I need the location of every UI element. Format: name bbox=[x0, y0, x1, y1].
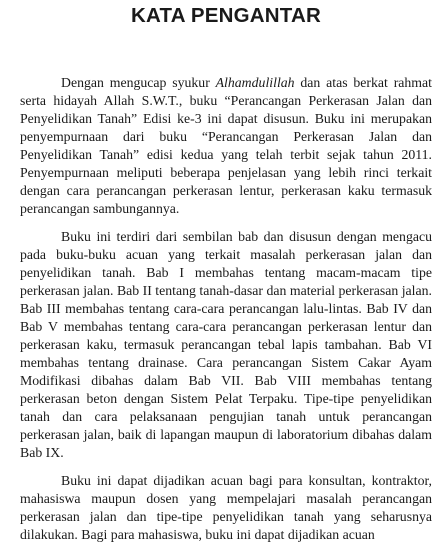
paragraph-audience: Buku ini dapat dijadikan acuan bagi para konsultan, kontraktor, mahasiswa maupun dosen yang mempelajari masalah perancangan perkerasan jalan dan tipe-tipe penyelidikan tanah yang seharusnya dilakukan. Bagi para mahasiswa, buku ini dapat dijadikan acuan bbox=[20, 473, 432, 542]
paragraph-intro bbox=[20, 74, 432, 218]
page-title: KATA PENGANTAR bbox=[131, 4, 321, 27]
paragraph-intro-lead: Dengan mengucap syukur bbox=[61, 75, 216, 90]
paragraph-intro-rest: dan atas berkat rahmat serta hidayah Allah S.W.T., buku “Perancangan Perkerasan Jalan dan Penyelidikan Tanah” Edisi ke-3 ini dapat disusun. Buku ini merupakan penyempurnaan dari buku “Perancangan Perkerasan Jalan dan Penyelidikan Tanah” edisi kedua yang telah terbit sejak tahun 2011. Penyempurnaan meliputi beberapa penjelasan yang lebih rinci terkait dengan cara perancangan perkerasan lentur, perkerasan kaku termasuk perancangan sambungannya. bbox=[20, 75, 432, 216]
paragraph-intro-italic: Alhamdulillah bbox=[215, 75, 295, 90]
paragraph-chapters: Buku ini terdiri dari sembilan bab dan disusun dengan mengacu pada buku-buku acuan yang terkait masalah perkerasan jalan dan penyelidikan tanah. Bab I membahas tentang macam-macam tipe perkerasan jalan. Bab II tentang tanah-dasar dan material perkerasan jalan. Bab III membahas tentang cara-cara perancangan lalu-lintas. Bab IV dan Bab V membahas tentang cara-cara perancangan perkerasan lentur dan perkerasan kaku, termasuk perancangan tebal lapis tambahan. Bab VI membahas tentang drainase. Cara perancangan Sistem Cakar Ayam Modifikasi dibahas dalam Bab VII. Bab VIII membahas tentang perkerasan beton dengan Sistem Pelat Terpaku. Tipe-tipe penyelidikan tanah dan cara pelaksanaan pengujian tanah untuk perancangan perkerasan jalan, baik di lapangan maupun di laboratorium dibahas dalam Bab IX. bbox=[20, 229, 432, 460]
